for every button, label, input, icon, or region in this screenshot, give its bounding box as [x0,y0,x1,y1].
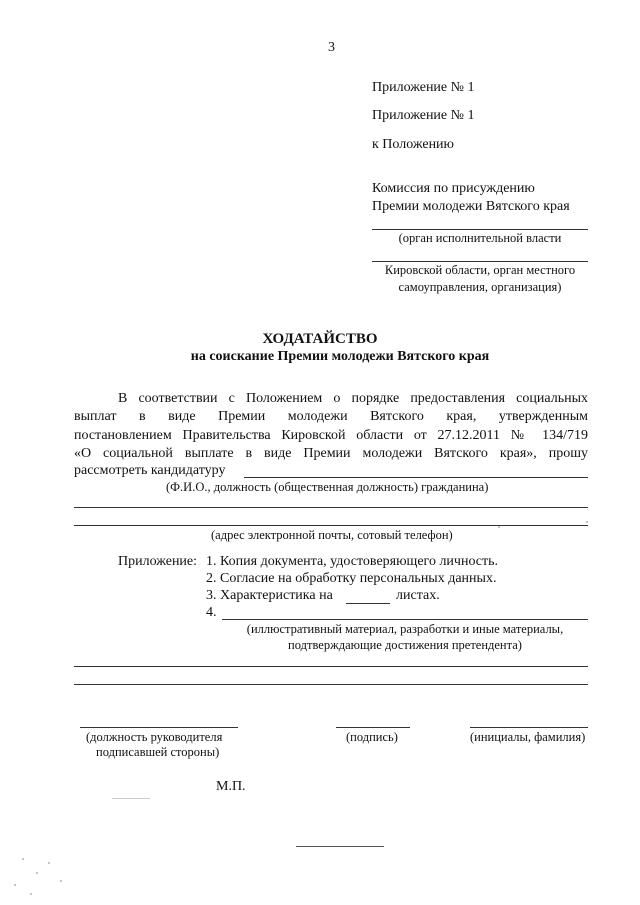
body-line-1: В соответствии с Положением о порядке предоставления социальных [118,391,588,406]
attachment-item-3-prefix: 3. Характеристика на [206,588,333,603]
addressee-underline-1 [372,229,588,230]
scan-dot [22,858,24,860]
bottom-short-line [296,846,384,847]
scan-dot [60,880,62,882]
candidate-underline-2 [74,507,588,508]
addressee-hint-2: Кировской области, орган местного [384,263,576,277]
faint-mark [112,798,150,799]
attachment-item-2: 2. Согласие на обработку персональных данных. [206,571,497,586]
stamp-label: М.П. [216,779,246,794]
appendix-line-2: Приложение № 1 [372,108,475,123]
body-line-2: выплат в виде Премии молодежи Вятского края, утвержденным [74,409,588,424]
addressee-hint-1: (орган исполнительной власти [398,231,562,245]
addressee-line-1: Комиссия по присуждению [372,181,535,196]
appendix-line-3: к Положению [372,137,455,152]
initials-line [470,727,588,728]
scan-dot [30,893,32,895]
document-title: ХОДАТАЙСТВО [262,331,378,347]
body-line-3: постановлением Правительства Кировской области от 27.12.2011 № 134/719 [74,428,588,443]
addressee-underline-2 [372,261,588,262]
attachment-item-4-underline [222,619,588,620]
attachment-underline-2 [74,666,588,667]
attachment-item-4: 4. [206,605,217,620]
attachment-item-3-blank [346,603,390,604]
candidate-name-underline [244,477,588,478]
scan-dot [14,884,16,886]
scan-dot [586,521,588,523]
attachments-label: Приложение: [118,554,198,569]
initials-hint: (инициалы, фамилия) [470,730,586,744]
candidate-underline-3 [74,525,588,526]
body-line-4: «О социальной выплате в виде Премии молодежи Вятского края», прошу [74,446,588,461]
position-hint-2: подписавшей стороны) [96,745,220,759]
appendix-line-1: Приложение № 1 [372,80,475,95]
contacts-hint: (адрес электронной почты, сотовый телефон) [211,528,453,542]
position-hint-1: (должность руководителя [86,730,223,744]
fio-hint: (Ф.И.О., должность (общественная должность) гражданина) [166,480,489,494]
addressee-line-2: Премии молодежи Вятского края [372,199,570,214]
page-number: 3 [328,40,335,55]
scan-dot [36,872,38,874]
attachment-item-3-suffix: листах. [396,588,440,603]
scan-dot [48,862,50,864]
document-subtitle: на соискание Премии молодежи Вятского края [190,349,490,364]
signature-line [336,727,410,728]
scan-dot [498,526,500,528]
attachment-underline-3 [74,684,588,685]
body-line-5: рассмотреть кандидатуру [74,463,226,478]
attachment-item-1: 1. Копия документа, удостоверяющего личность. [206,554,499,569]
addressee-hint-3: самоуправления, организация) [398,280,562,294]
attachment-hint-1: (иллюстративный материал, разработки и иные материалы, [246,622,564,636]
attachment-hint-2: подтверждающие достижения претендента) [288,638,522,652]
signature-hint: (подпись) [346,730,398,744]
position-signature-line [80,727,238,728]
